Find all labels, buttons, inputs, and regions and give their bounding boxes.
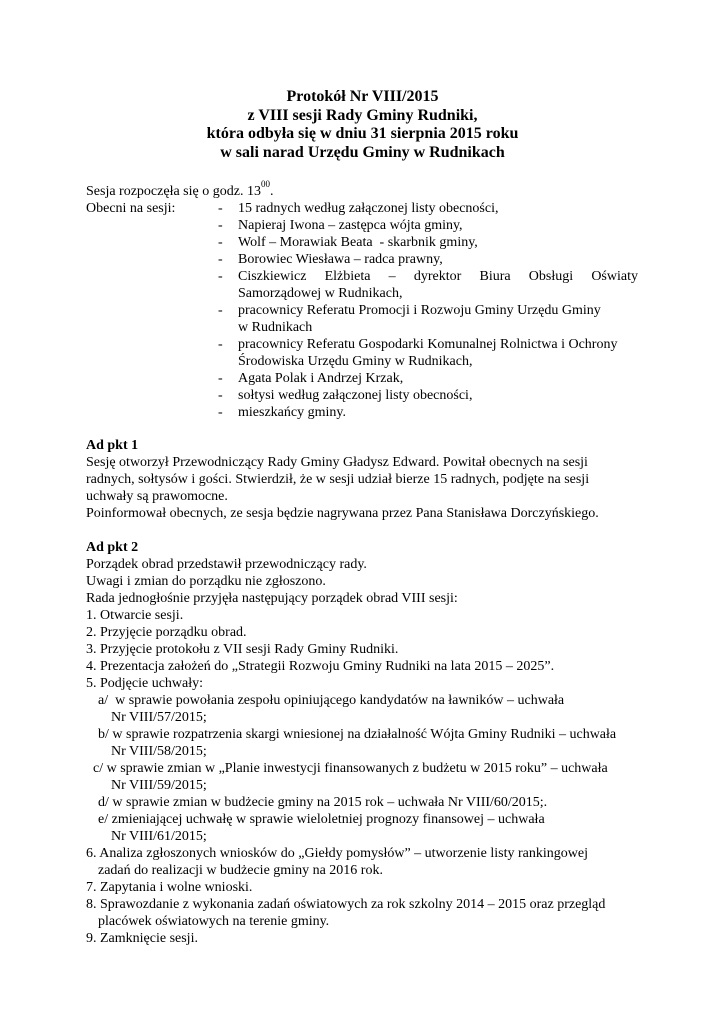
word: –: [388, 269, 396, 284]
session-start-minutes: 00: [260, 179, 270, 190]
list-bullet: -: [218, 252, 223, 267]
agenda-subitem: d/ w sprawie zmian w budżecie gminy na 2015 rok – uchwała Nr VIII/60/2015;.: [98, 795, 548, 810]
attendee-item: Napieraj Iwona – zastępca wójta gminy,: [238, 218, 463, 233]
session-start-period: .: [269, 184, 274, 199]
attendee-item: pracownicy Referatu Gospodarki Komunalnej Rolnictwa i Ochrony: [238, 337, 618, 352]
list-bullet: -: [218, 235, 223, 250]
section-heading-pkt2: Ad pkt 2: [86, 540, 139, 555]
paragraph-line: Sesję otworzył Przewodniczący Rady Gminy Gładysz Edward. Powitał obecnych na sesji: [86, 455, 588, 470]
list-bullet: -: [218, 388, 223, 403]
agenda-subitem-cont: Nr VIII/59/2015;: [111, 778, 207, 793]
agenda-item: 8. Sprawozdanie z wykonania zadań oświatowych za rok szkolny 2014 – 2015 oraz przegląd: [86, 897, 606, 912]
word: Elżbieta: [324, 269, 371, 284]
word: dyrektor: [413, 269, 462, 284]
agenda-item: 1. Otwarcie sesji.: [86, 608, 184, 623]
list-bullet: -: [218, 303, 223, 318]
section-heading-pkt1: Ad pkt 1: [86, 438, 139, 453]
agenda-item-cont: placówek oświatowych na terenie gminy.: [98, 914, 330, 929]
attendee-item: Agata Polak i Andrzej Krzak,: [238, 371, 404, 386]
agenda-item: 4. Prezentacja założeń do „Strategii Rozwoju Gminy Rudniki na lata 2015 – 2025”.: [86, 659, 555, 674]
session-start: [86, 179, 274, 200]
word: Biura: [479, 269, 511, 284]
agenda-subitem-cont: Nr VIII/61/2015;: [111, 829, 207, 844]
word: Ciszkiewicz: [238, 269, 307, 284]
agenda-subitem: e/ zmieniającej uchwałę w sprawie wieloletniej prognozy finansowej – uchwała: [98, 812, 545, 827]
session-start-text: Sesja rozpoczęła się o godz. 13: [86, 184, 261, 199]
list-bullet: -: [218, 269, 223, 284]
paragraph-line: uchwały są prawomocne.: [86, 489, 228, 504]
agenda-subitem-cont: Nr VIII/58/2015;: [111, 744, 207, 759]
title-line: która odbyła się w dniu 31 sierpnia 2015 roku: [206, 125, 519, 142]
list-bullet: -: [218, 337, 223, 352]
list-bullet: -: [218, 218, 223, 233]
agenda-item: 6. Analiza zgłoszonych wniosków do „Giełdy pomysłów” – utworzenie listy rankingowej: [86, 846, 588, 861]
list-bullet: -: [218, 405, 223, 420]
attendee-item: mieszkańcy gminy.: [238, 405, 346, 420]
paragraph-line: Poinformował obecnych, ze sesja będzie nagrywana przez Pana Stanisława Dorczyńskiego.: [86, 506, 599, 521]
attendee-item: Wolf – Morawiak Beata - skarbnik gminy,: [238, 235, 478, 250]
agenda-subitem: a/ w sprawie powołania zespołu opiniującego kandydatów na ławników – uchwała: [98, 693, 565, 708]
title-line: z VIII sesji Rady Gminy Rudniki,: [247, 106, 478, 124]
title-line: w sali narad Urzędu Gminy w Rudnikach: [220, 143, 505, 161]
agenda-subitem: b/ w sprawie rozpatrzenia skargi wniesionej na działalność Wójta Gminy Rudniki – uchwała: [98, 727, 617, 742]
agenda-item: 2. Przyjęcie porządku obrad.: [86, 625, 247, 640]
attendee-item: sołtysi według załączonej listy obecności,: [238, 388, 473, 403]
list-bullet: -: [218, 201, 223, 216]
list-bullet: -: [218, 371, 223, 386]
attendee-item-justified: [238, 268, 638, 285]
attendee-item-cont: w Rudnikach: [238, 320, 313, 335]
document-title: [0, 88, 725, 162]
word: Oświaty: [591, 269, 638, 284]
paragraph-line: Uwagi i zmian do porządku nie zgłoszono.: [86, 574, 326, 589]
agenda-item: 5. Podjęcie uchwały:: [86, 676, 204, 691]
paragraph-line: Porządek obrad przedstawił przewodniczący rady.: [86, 557, 367, 572]
attendee-item: pracownicy Referatu Promocji i Rozwoju Gminy Urzędu Gminy: [238, 303, 601, 318]
agenda-item: 7. Zapytania i wolne wnioski.: [86, 880, 253, 895]
attendee-item: Borowiec Wiesława – radca prawny,: [238, 252, 443, 267]
agenda-item-cont: zadań do realizacji w budżecie gminy na 2016 rok.: [98, 863, 383, 878]
paragraph-line: Rada jednogłośnie przyjęła następujący porządek obrad VIII sesji:: [86, 591, 458, 606]
agenda-item: 3. Przyjęcie protokołu z VII sesji Rady Gminy Rudniki.: [86, 642, 399, 657]
word: Obsługi: [528, 269, 574, 284]
attendee-item-cont: Środowiska Urzędu Gminy w Rudnikach,: [238, 354, 473, 369]
agenda-item: 9. Zamknięcie sesji.: [86, 931, 198, 946]
title-line: Protokół Nr VIII/2015: [286, 88, 439, 105]
agenda-subitem: c/ w sprawie zmian w „Planie inwestycji finansowanych z budżetu w 2015 roku” – uchwała: [93, 761, 608, 776]
present-label: Obecni na sesji:: [86, 201, 176, 216]
attendee-item: 15 radnych według załączonej listy obecności,: [238, 201, 499, 216]
paragraph-line: radnych, sołtysów i gości. Stwierdził, że w sesji udział bierze 15 radnych, podjęte na sesji: [86, 472, 590, 487]
agenda-subitem-cont: Nr VIII/57/2015;: [111, 710, 207, 725]
attendee-item-cont: Samorządowej w Rudnikach,: [238, 286, 403, 301]
